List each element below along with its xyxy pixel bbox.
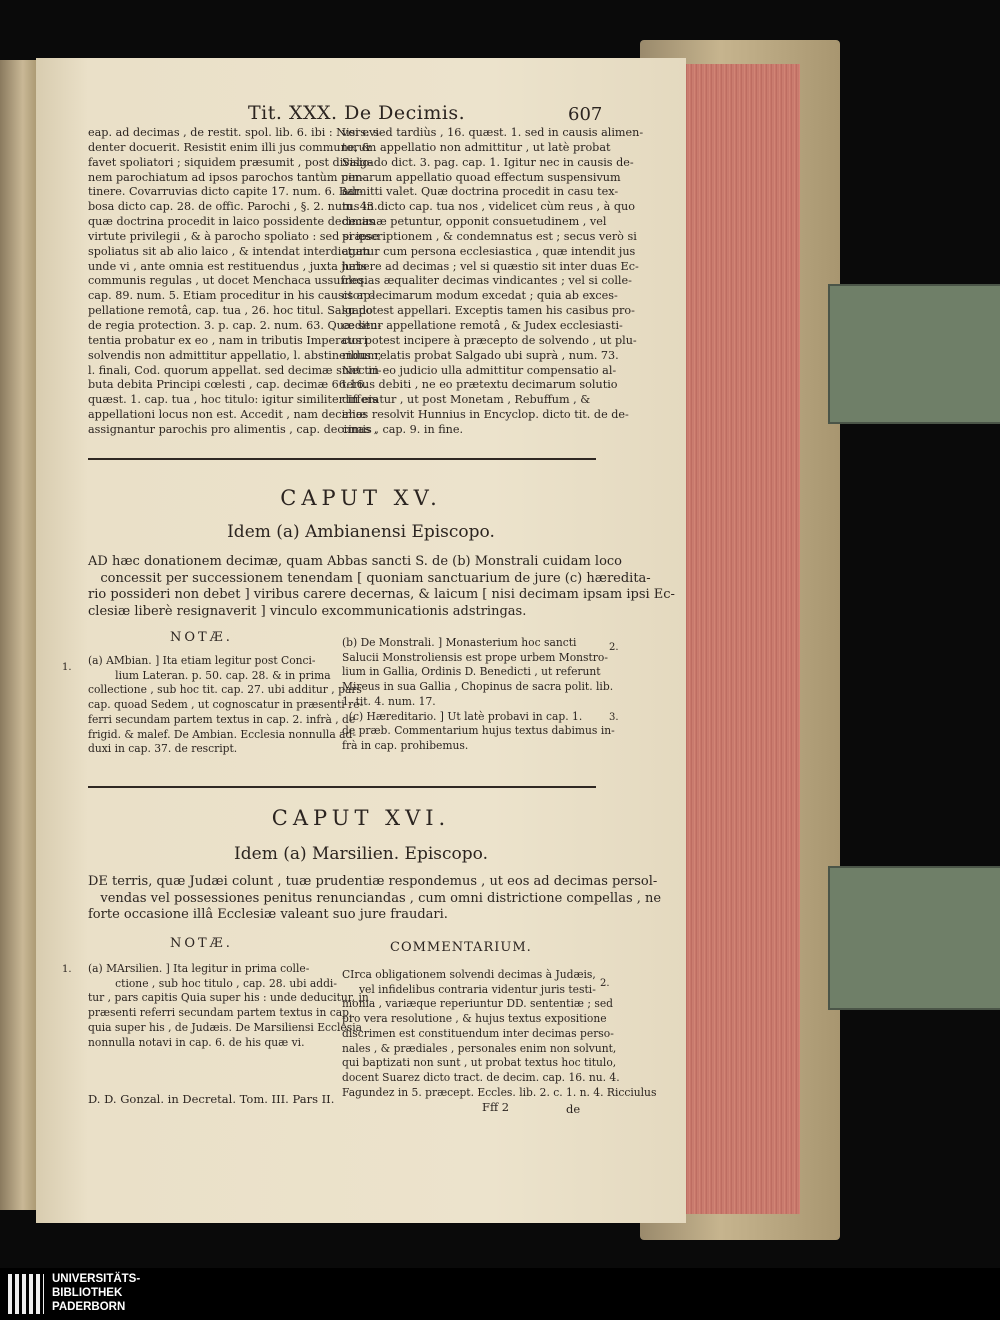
- text-line: de regia protection. 3. p. cap. 2. num. 63. Quæ sen-: [88, 318, 382, 332]
- text-line: forte occasione illâ Ecclesiæ valeant suo jure fraudari.: [88, 907, 448, 922]
- text-line: cap. 89. num. 5. Etiam proceditur in his causis ap-: [88, 289, 375, 303]
- page-number: 607: [568, 104, 603, 125]
- text-line: decimæ petuntur, opponit consuetudinem , vel: [342, 215, 607, 229]
- text-line: denter docuerit. Resistit enim illi jus commune, &: [88, 140, 372, 154]
- left-page-edge: [0, 60, 38, 1210]
- text-line: differatur , ut post Monetam , Rebuffum , &: [342, 393, 591, 407]
- section-rule: [88, 786, 596, 788]
- text-line: lium Lateran. p. 50. cap. 28. & in prima: [88, 668, 331, 682]
- margin-number: 3.: [609, 712, 619, 723]
- text-line: alios resolvit Hunnius in Encyclop. dicto tit. de de-: [342, 408, 629, 422]
- text-line: ribus relatis probat Salgado ubi suprà , num. 73.: [342, 348, 619, 362]
- text-line: ferri secundam partem textus in cap. 2. infrà , de: [88, 712, 356, 726]
- notes-heading: NOTÆ.: [170, 630, 233, 645]
- text-line: agatur cum persona ecclesiastica , quæ intendit jus: [342, 244, 636, 258]
- text-line: tus in dicto cap. tua nos , videlicet cùm reus , à quo: [342, 200, 635, 214]
- bottom-reference: D. D. Gonzal. in Decretal. Tom. III. Pars II.: [88, 1092, 335, 1106]
- text-line: pellatione remotâ, cap. tua , 26. hoc titul. Salgado: [88, 304, 373, 318]
- text-line: buta debita Principi cœlesti , cap. decimæ 66.16.: [88, 378, 368, 392]
- text-line: frà in cap. prohibemus.: [342, 738, 469, 752]
- text-line: assignantur parochis pro alimentis , cap. decimas ,: [88, 422, 378, 436]
- text-line: appellationi locus non est. Accedit , nam decimæ: [88, 408, 367, 422]
- margin-number: 2.: [609, 642, 619, 653]
- commentary-heading: COMMENTARIUM.: [390, 940, 532, 955]
- upper-clasp: [828, 284, 1000, 424]
- notes-left: [88, 962, 369, 1050]
- text-line: docent Suarez dicto tract. de decim. cap. 16. nu. 4.: [342, 1070, 620, 1084]
- text-line: Fagundez in 5. præcept. Eccles. lib. 2. c. 1. n. 4. Ricciulus: [342, 1085, 657, 1099]
- text-line: quæst. 1. cap. tua , hoc titulo: igitur similiter in eis: [88, 393, 378, 407]
- text-line: clesias æqualiter decimas vindicantes ; vel si colle-: [342, 274, 632, 288]
- text-line: CIrca obligationem solvendi decimas à Judæis,: [342, 968, 596, 981]
- catchword: de: [566, 1102, 581, 1116]
- text-line: solvendis non admittitur appellatio, l. abstinendum,: [88, 348, 382, 362]
- text-line: terius debiti , ne eo prætextu decimarum solutio: [342, 378, 618, 392]
- text-line: cimarum appellatio quoad effectum suspensivum: [342, 170, 621, 184]
- text-line: Salucii Monstroliensis est prope urbem Monstro-: [342, 650, 608, 664]
- text-line: habere ad decimas ; vel si quæstio sit inter duas Ec-: [342, 259, 639, 273]
- text-line: concessit per successionem tenendam [ quoniam sanctuarium de jure (c) hæredita-: [88, 570, 651, 586]
- text-line: frigid. & malef. De Ambian. Ecclesia nonnulla ad-: [88, 727, 356, 741]
- running-head: Tit. XXX. De Decimis.: [248, 102, 466, 124]
- text-line: ctor decimarum modum excedat ; quia ab exces-: [342, 289, 618, 303]
- notes-left: [88, 654, 363, 757]
- text-line: su potest appellari. Exceptis tamen his casibus pro-: [342, 304, 635, 318]
- text-line: (c) Hæreditario. ] Ut latè probavi in cap. 1.: [342, 709, 583, 723]
- text-line: præsenti referri secundam partem textus in cap.: [88, 1006, 353, 1020]
- text-line: cimis , cap. 9. in fine.: [342, 422, 464, 436]
- text-line: eap. ad decimas , de restit. spol. lib. 6. ibi : Nisi evi-: [88, 126, 383, 139]
- margin-number: 1.: [62, 662, 72, 673]
- red-fore-edge: [683, 64, 800, 1214]
- text-line: (b) De Monstrali. ] Monasterium hoc sancti: [342, 636, 577, 649]
- margin-number: 2.: [600, 978, 610, 989]
- text-line: duxi in cap. 37. de rescript.: [88, 742, 238, 756]
- text-line: favet spoliatori ; siquidem præsumit , post divisio-: [88, 155, 374, 169]
- text-line: cus potest incipere à præcepto de solvendo , ut plu-: [342, 333, 637, 347]
- text-line: collectione , sub hoc tit. cap. 27. ubi additur , pars: [88, 683, 362, 697]
- chapter-subtitle: Idem (a) Ambianensi Episcopo.: [227, 522, 495, 542]
- top-left-column: [88, 126, 383, 438]
- text-line: tinere. Covarruvias dicto capite 17. num. 6. Bar-: [88, 185, 363, 199]
- library-logo-icon: [8, 1274, 44, 1314]
- library-logo-text: UNIVERSITÄTS- BIBLIOTHEK PADERBORN: [52, 1273, 141, 1313]
- signature-mark: Fff 2: [482, 1100, 510, 1114]
- text-line: tentia probatur ex eo , nam in tributis Imperatori: [88, 333, 368, 347]
- text-line: (a) MArsilien. ] Ita legitur in prima colle-: [88, 962, 310, 975]
- text-line: vendas vel possessiones penitus renunciandas , cum omni districtione compellas , ne: [88, 890, 662, 906]
- text-line: spoliatus sit ab alio laico , & intendat interdictum: [88, 244, 370, 258]
- text-line: rio possideri non debet ] viribus carere decernas, & laicum [ nisi decimam ipsam ipsi Ec-: [88, 587, 675, 602]
- text-line: admitti valet. Quæ doctrina procedit in casu tex-: [342, 185, 619, 199]
- text-line: ctione , sub hoc titulo , cap. 28. ubi addi-: [88, 976, 337, 990]
- section-rule: [88, 458, 596, 460]
- notes-heading: NOTÆ.: [170, 936, 233, 951]
- notes-right: [342, 636, 615, 754]
- text-line: Nec in eo judicio ulla admittitur compensatio al-: [342, 363, 617, 377]
- text-line: Salgado dict. 3. pag. cap. 1. Igitur nec in causis de-: [342, 155, 634, 169]
- lower-clasp: [828, 866, 1000, 1010]
- text-line: monia , variæque reperiuntur DD. sententiæ ; sed: [342, 997, 613, 1011]
- library-footer: [0, 1268, 1000, 1320]
- text-line: qui baptizati non sunt , ut probat textus hoc titulo,: [342, 1056, 617, 1070]
- text-line: præscriptionem , & condemnatus est ; secus verò si: [342, 229, 637, 243]
- text-line: tur , pars capitis Quia super his : unde deducitur, in: [88, 991, 369, 1005]
- text-line: 1. tit. 4. num. 17.: [342, 694, 436, 708]
- text-line: Mireus in sua Gallia , Chopinus de sacra polit. lib.: [342, 680, 614, 694]
- chapter-text: [88, 554, 675, 620]
- text-line: vel infidelibus contraria videntur juris testi-: [342, 982, 596, 996]
- text-line: ceditur appellatione remotâ , & Judex ecclesiasti-: [342, 318, 623, 332]
- chapter-text: [88, 874, 661, 924]
- text-line: nales , & prædiales , personales enim non solvunt,: [342, 1041, 617, 1055]
- text-line: lium in Gallia, Ordinis D. Benedicti , ut referunt: [342, 665, 601, 679]
- text-line: nem parochiatum ad ipsos parochos tantùm per-: [88, 170, 364, 184]
- text-line: torum appellatio non admittitur , ut latè probat: [342, 140, 611, 154]
- text-line: discrimen est constituendum inter decimas perso-: [342, 1026, 614, 1040]
- text-line: nonnulla notavi in cap. 6. de his quæ vi.: [88, 1035, 305, 1049]
- text-line: virtute privilegii , & à parocho spoliato : sed si ipse: [88, 229, 379, 243]
- chapter-heading: CAPUT XVI.: [271, 806, 451, 830]
- top-right-column: [342, 126, 643, 438]
- text-line: vers. sed tardiùs , 16. quæst. 1. sed in causis alimen-: [342, 126, 644, 139]
- text-line: de præb. Commentarium hujus textus dabimus in-: [342, 724, 615, 738]
- chapter-subtitle: Idem (a) Marsilien. Episcopo.: [234, 844, 488, 864]
- text-line: AD hæc donationem decimæ, quam Abbas sancti S. de (b) Monstrali cuidam loco: [88, 554, 623, 569]
- text-line: pro vera resolutione , & hujus textus expositione: [342, 1012, 607, 1026]
- text-line: DE terris, quæ Judæi colunt , tuæ prudentiæ respondemus , ut eos ad decimas persol-: [88, 874, 658, 889]
- book-page: [36, 58, 686, 1223]
- margin-number: 1.: [62, 964, 72, 975]
- text-line: l. finali, Cod. quorum appellat. sed decimæ sunt tri-: [88, 363, 382, 377]
- text-line: quæ doctrina procedit in laico possidente decimas: [88, 215, 375, 229]
- chapter-heading: CAPUT XV.: [280, 486, 442, 510]
- text-line: unde vi , ante omnia est restituendus , juxta juris: [88, 259, 367, 273]
- text-line: clesiæ liberè resignaverit ] vinculo excommunicationis adstringas.: [88, 603, 527, 619]
- text-line: cap. quoad Sedem , ut cognoscatur in præsenti re-: [88, 698, 364, 712]
- text-line: (a) AMbian. ] Ita etiam legitur post Conci-: [88, 654, 316, 667]
- text-line: quia super his , de Judæis. De Marsiliensi Ecclesia: [88, 1020, 362, 1034]
- text-line: communis regulas , ut docet Menchaca ussufreq.: [88, 274, 368, 288]
- text-line: bosa dicto cap. 28. de offic. Parochi , §. 2. num. 43.: [88, 200, 378, 214]
